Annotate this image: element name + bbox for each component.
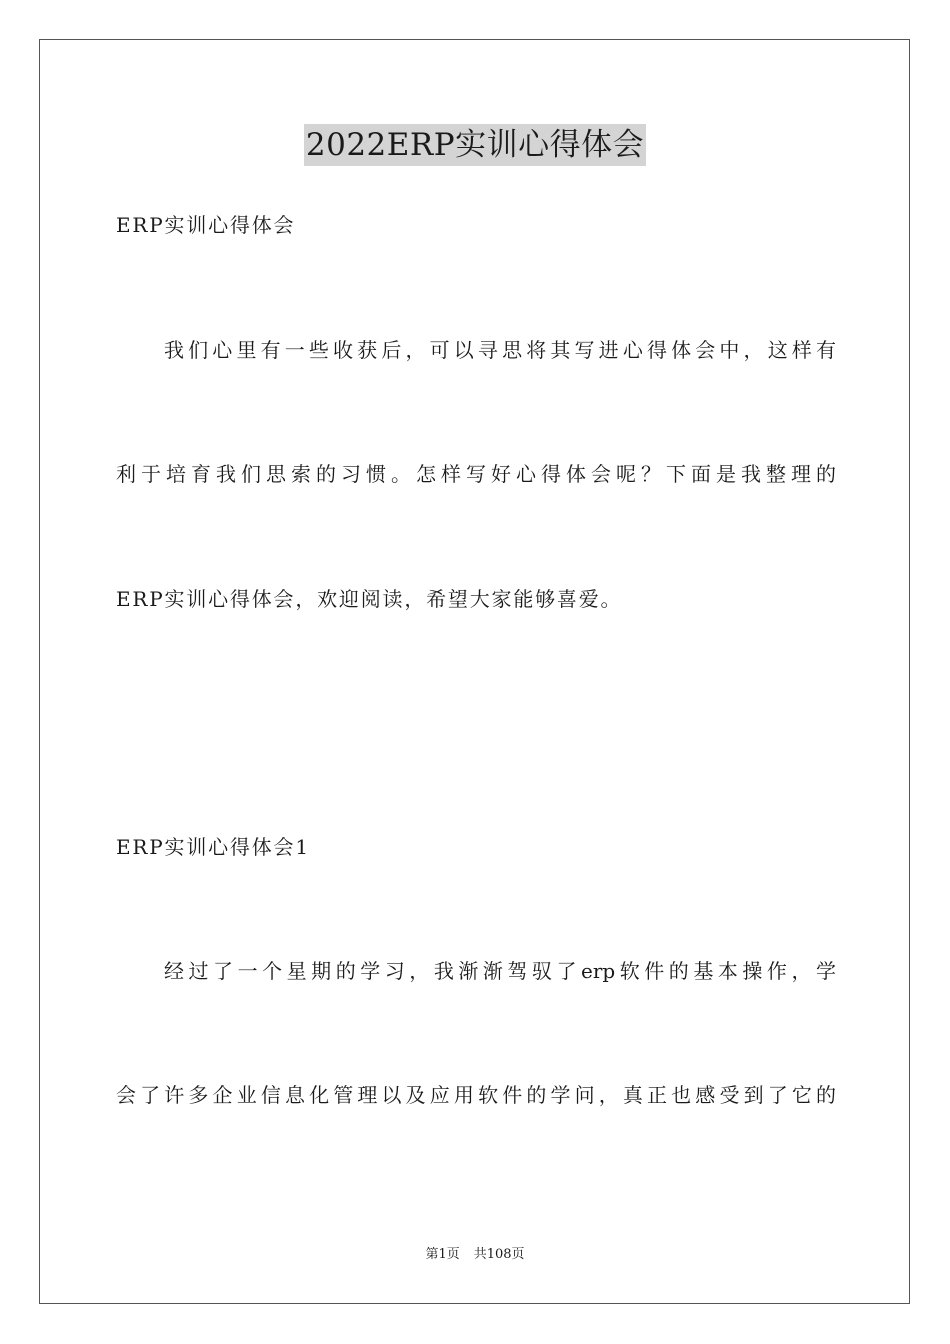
intro-paragraph-line-2: 利于培育我们思索的习惯。怎样写好心得体会呢？下面是我整理的 xyxy=(116,462,836,486)
section-paragraph-line-1: 经过了一个星期的学习，我渐渐驾驭了erp软件的基本操作，学 xyxy=(164,959,836,983)
page-number: 第1页 xyxy=(425,1247,460,1262)
document-subtitle: ERP实训心得体会 xyxy=(116,213,296,237)
document-title-block xyxy=(0,124,950,166)
section-heading: ERP实训心得体会1 xyxy=(116,835,310,859)
section-paragraph-line-2: 会了许多企业信息化管理以及应用软件的学问，真正也感受到了它的 xyxy=(116,1083,836,1107)
intro-paragraph-line-1: 我们心里有一些收获后，可以寻思将其写进心得体会中，这样有 xyxy=(164,338,836,362)
page-total: 共108页 xyxy=(473,1247,525,1262)
document-title: 2022ERP实训心得体会 xyxy=(304,124,646,166)
page-footer xyxy=(0,1246,950,1264)
intro-paragraph-line-3: ERP实训心得体会，欢迎阅读，希望大家能够喜爱。 xyxy=(116,587,623,611)
